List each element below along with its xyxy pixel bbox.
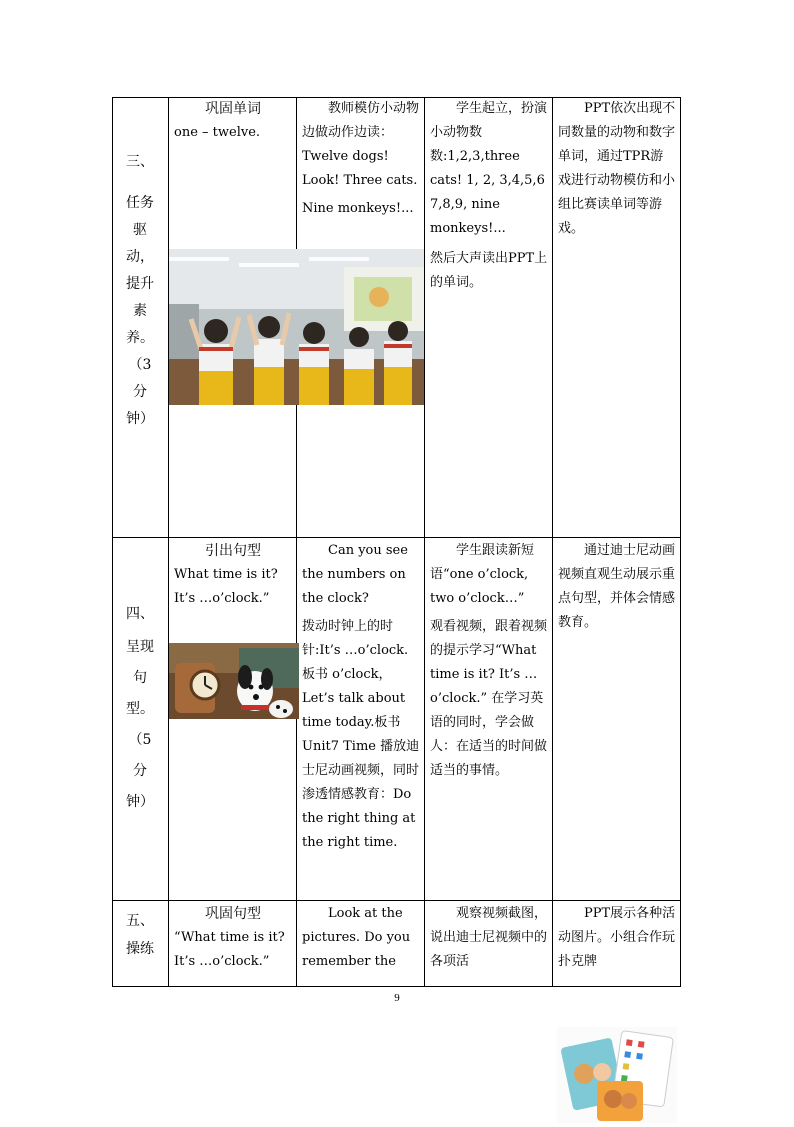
intent-text: 通过迪士尼动画视频直观生动展示重点句型，并体会情感教育。 (558, 543, 676, 630)
stage-line: 钟） (126, 411, 154, 427)
teacher-text: 拨动时钟上的时针:It’s …o’clock. 板书 o’clock，Let’s talk about time today.板书Unit7 Time 播放迪士尼动画视频，同时渗透情感教育：Do the right thing at the right time. (302, 619, 420, 850)
stage-line: 驱 (133, 222, 147, 238)
teacher-cell-row-2 (302, 539, 420, 855)
intent-cell-row-3 (558, 902, 676, 974)
teacher-text: 教师模仿小动物边做动作边读：Twelve dogs! Look! Three cats. (302, 101, 420, 188)
content-heading: 引出句型 (205, 543, 261, 559)
stage-line: 操练 (126, 941, 154, 957)
content-cell-row-1 (174, 97, 292, 145)
content-heading: 巩固单词 (205, 101, 261, 117)
student-text: 学生起立，扮演小动物数数:1,2,3,three cats! 1, 2, 3,4,5,6 7,8,9, nine monkeys!... (430, 101, 548, 236)
stage-line: （5 (128, 732, 152, 748)
stage-line: 句 (133, 670, 147, 686)
stage-line: 养。 (126, 330, 154, 346)
stage-line: 分 (133, 763, 147, 779)
lesson-plan-table (112, 97, 681, 987)
teacher-cell-row-1 (302, 97, 420, 221)
stage-cell-row-1 (114, 149, 166, 433)
stage-line: 型。 (126, 701, 154, 717)
dalmatian-clock-cartoon (169, 643, 299, 719)
stage-line: 分 (133, 384, 147, 400)
stage-line: 任务 (126, 195, 154, 211)
student-text: 观看视频，跟着视频的提示学习“What time is it? It’s …o’clock.” 在学习英语的同时，学会做人：在适当的时间做适当的事情。 (430, 619, 548, 778)
classroom-photo (169, 249, 424, 405)
intent-text: PPT展示各种活动图片。小组合作玩扑克牌 (558, 906, 676, 969)
content-cell-row-2 (174, 539, 292, 611)
student-cell-row-1 (430, 97, 548, 295)
content-heading: 巩固句型 (205, 906, 261, 922)
stage-line: 四、 (126, 606, 154, 622)
teacher-text: Nine monkeys!... (302, 201, 414, 216)
intent-text: PPT依次出现不同数量的动物和数字单词，通过TPR游戏进行动物模仿和小组比赛读单词等游戏。 (558, 101, 676, 236)
playing-cards-photo (557, 1027, 677, 1123)
stage-line: 呈现 (126, 639, 154, 655)
content-text: one – twelve. (174, 125, 261, 140)
stage-line: （3 (128, 357, 152, 373)
stage-cell-row-3 (114, 907, 166, 963)
content-text: What time is it? It’s …o’clock.” (174, 567, 278, 606)
stage-line: 动， (126, 249, 154, 265)
teacher-cell-row-3 (302, 902, 420, 974)
intent-cell-row-1 (558, 97, 676, 241)
student-text: 然后大声读出PPT上的单词。 (430, 251, 548, 290)
content-text: “What time is it? It’s …o’clock.” (174, 930, 285, 969)
teacher-text: Look at the pictures. Do you remember the (302, 906, 411, 969)
stage-line: 三、 (126, 154, 154, 170)
intent-cell-row-2 (558, 539, 676, 635)
stage-line: 五、 (126, 913, 154, 929)
student-text: 观察视频截图，说出迪士尼视频中的各项活 (430, 906, 548, 969)
stage-cell-row-2 (114, 599, 166, 818)
stage-line: 提升 (126, 276, 154, 292)
content-cell-row-3 (174, 902, 292, 974)
student-cell-row-3 (430, 902, 548, 974)
stage-line: 素 (133, 303, 147, 319)
student-text: 学生跟读新短语“one o’clock, two o’clock…” (430, 543, 535, 606)
student-cell-row-2 (430, 539, 548, 783)
stage-line: 钟） (126, 794, 154, 810)
teacher-text: Can you see the numbers on the clock? (302, 543, 408, 606)
page-number: 9 (394, 992, 400, 1004)
